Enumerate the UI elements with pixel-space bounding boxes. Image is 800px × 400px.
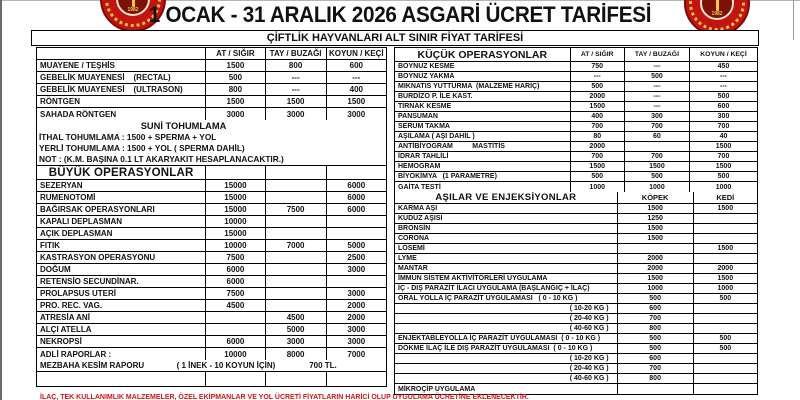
- price-cell: 1500: [715, 163, 732, 170]
- small-operations-table: [394, 47, 758, 395]
- price-cell: [618, 244, 694, 253]
- insemination-line: NOT : (K.M. BAŞINA 0.1 LT AKARYAKIT HESAPLANACAKTIR.): [39, 154, 284, 164]
- price-cell: 10000: [206, 348, 265, 360]
- column-header: KÖPEK: [618, 192, 694, 203]
- price-cell: 15000: [206, 192, 265, 203]
- column-header: KOYUN / KEÇİ: [328, 49, 384, 58]
- price-cell: 800: [618, 374, 694, 383]
- table-row: [37, 180, 386, 192]
- row-label: ( 10-20 KG ): [395, 304, 618, 313]
- empty-table-row: [37, 372, 386, 386]
- section-header: AŞILAR VE ENJEKSİYONLAR: [395, 192, 618, 203]
- price-cell: 500: [618, 344, 694, 353]
- empty-cell: [206, 166, 265, 179]
- table-row: [395, 254, 757, 264]
- price-cell: 500: [618, 294, 694, 303]
- row-label: MUAYENE / TEŞHİS: [37, 60, 206, 71]
- price-cell: 500: [625, 72, 690, 81]
- price-cell: 600: [717, 103, 730, 110]
- table-row: [395, 224, 757, 234]
- table-row: [37, 252, 386, 264]
- price-cell: 6000: [347, 181, 366, 190]
- price-cell: 1500: [206, 60, 265, 71]
- row-label: HEMOGRAM: [395, 162, 571, 171]
- price-cell: 300: [717, 113, 730, 120]
- price-cell: 7500: [206, 252, 265, 263]
- price-cell: 15000: [206, 204, 265, 215]
- row-label: ADLİ RAPORLAR :: [37, 348, 206, 360]
- row-label: MIKNATIS YUTTURMA (MALZEME HARİÇ): [395, 82, 571, 91]
- row-label: ( 40-60 KG ): [395, 324, 618, 333]
- price-cell: 400: [349, 85, 363, 94]
- row-label: BOYNUZ YAKMA: [395, 72, 571, 81]
- price-cell: [266, 216, 327, 227]
- right-table-header-row: [395, 48, 757, 62]
- row-label: PROLAPSUS UTERİ: [37, 288, 206, 299]
- price-cell: 7500: [206, 288, 265, 299]
- row-label: İÇ - DIŞ PARAZİT İLACI UYGULAMA (BAŞLANGIÇ + İLAÇ): [395, 284, 618, 293]
- price-cell: 2500: [347, 253, 366, 262]
- price-cell: [266, 228, 327, 239]
- price-cell: 1500: [618, 234, 694, 243]
- row-label: MANTAR: [395, 264, 618, 273]
- price-cell: [694, 374, 757, 383]
- price-cell: 80: [571, 132, 625, 141]
- price-cell: [206, 324, 265, 335]
- price-cell: 1000: [625, 182, 690, 192]
- insemination-line: İTHAL TOHUMLAMA : 1500 + SPERMA + YOL: [39, 132, 217, 142]
- price-cell: 1500: [206, 96, 265, 107]
- table-row: [395, 152, 757, 162]
- price-cell: 15000: [206, 180, 265, 191]
- badge-year: 1982: [711, 11, 723, 17]
- row-label: ENJEKTABLEYOLLA İÇ PARAZİT UYGULAMASI ( 0 - 10 KG ): [395, 334, 618, 343]
- table-row: [395, 182, 757, 192]
- price-cell: 2000: [571, 142, 625, 151]
- price-cell: 800: [206, 84, 265, 95]
- price-cell: 600: [618, 354, 694, 363]
- price-cell: 700: [571, 152, 625, 161]
- row-label: FITIK: [37, 240, 206, 251]
- price-cell: 6000: [206, 336, 265, 347]
- table-row: [37, 108, 386, 120]
- price-cell: [266, 300, 327, 311]
- row-label: KARMA AŞI: [395, 204, 618, 213]
- table-row: [395, 234, 757, 244]
- table-row: [395, 304, 757, 314]
- price-cell: [694, 384, 757, 394]
- price-cell: [327, 276, 386, 287]
- table-row: [395, 354, 757, 364]
- farm-animals-table: [36, 47, 387, 387]
- price-cell: 700: [625, 122, 690, 131]
- table-row: [395, 72, 757, 82]
- price-cell: [694, 354, 757, 363]
- table-row: [395, 364, 757, 374]
- table-row: [37, 336, 386, 348]
- price-cell: 500: [719, 295, 732, 302]
- price-cell: 2000: [347, 301, 366, 310]
- price-cell: 15000: [206, 228, 265, 239]
- price-cell: [206, 312, 265, 323]
- price-cell: [266, 192, 327, 203]
- price-cell: ---: [625, 82, 690, 91]
- price-cell: 1500: [625, 162, 690, 171]
- price-cell: [694, 314, 757, 323]
- price-cell: 7000: [347, 349, 366, 359]
- row-label: İDRAR TAHLİLİ: [395, 152, 571, 161]
- row-label: ( 20-40 KG ): [395, 364, 618, 373]
- row-label: MEZBAHA KESİM RAPORU: [40, 361, 145, 370]
- table-row: [395, 284, 757, 294]
- price-cell: 3000: [206, 108, 265, 120]
- row-label: İMMUN SİSTEM AKTİVİTÖRLERİ UYGULAMA: [395, 274, 618, 283]
- row-label: MİKROÇİP UYGULAMA: [395, 384, 618, 394]
- row-label: ATRESİA ANİ: [37, 312, 206, 323]
- table-row: [395, 132, 757, 142]
- table-row: [395, 334, 757, 344]
- badge-year: 1982: [127, 7, 139, 13]
- row-label: ALÇI ATELLA: [37, 324, 206, 335]
- row-label: KASTRASYON OPERASYONU: [37, 252, 206, 263]
- row-label: RÖNTGEN: [37, 96, 206, 107]
- price-cell: 750: [571, 62, 625, 71]
- row-label: AÇIK DEPLASMAN: [37, 228, 206, 239]
- price-cell: 700: [625, 152, 690, 161]
- row-label: ( 40-60 KG ): [395, 374, 618, 383]
- price-cell: 1000: [717, 285, 734, 292]
- row-label: BOYNUZ KESME: [395, 62, 571, 71]
- row-label: SEZERYAN: [37, 180, 206, 191]
- row-label: PANSUMAN: [395, 112, 571, 121]
- price-cell: 700: [618, 364, 694, 373]
- row-label: PRO. REC. VAG.: [37, 300, 206, 311]
- row-label: ( 20-40 KG ): [395, 314, 618, 323]
- table-row: [395, 172, 757, 182]
- price-cell: 700: [717, 153, 730, 160]
- price-cell: 1500: [571, 102, 625, 111]
- insemination-line: YERLİ TOHUMLAMA : 1500 + YOL ( SPERMA DAHİL): [39, 143, 245, 153]
- price-cell: 3000: [347, 109, 366, 119]
- price-cell: [694, 234, 757, 243]
- table-row: [395, 244, 757, 254]
- price-cell: 2000: [618, 264, 694, 273]
- price-cell: 3000: [347, 289, 366, 298]
- price-cell: [625, 142, 690, 151]
- table-row: [37, 84, 386, 96]
- price-cell: 600: [349, 61, 363, 70]
- price-cell: 3000: [347, 265, 366, 274]
- price-cell: [266, 276, 327, 287]
- table-row: [395, 102, 757, 112]
- price-cell: [327, 216, 386, 227]
- row-label: BAĞIRSAK OPERASYONLARI: [37, 204, 206, 215]
- column-header: TAY / BUZAĞI: [266, 48, 327, 59]
- price-cell: 1500: [618, 224, 694, 233]
- table-row: [395, 204, 757, 214]
- price-cell: 500: [719, 345, 732, 352]
- table-row: [395, 82, 757, 92]
- section-header: BÜYÜK OPERASYONLAR: [37, 166, 206, 179]
- price-cell: 1000: [715, 183, 732, 191]
- price-cell: ---: [625, 62, 690, 71]
- table-row: [395, 214, 757, 224]
- price-cell: 10000: [206, 216, 265, 227]
- table-row: [395, 112, 757, 122]
- table-row: [37, 228, 386, 240]
- table-row: [395, 374, 757, 384]
- price-cell: 3000: [347, 337, 366, 346]
- table-row: [37, 204, 386, 216]
- page-subtitle: ÇİFTLİK HAYVANLARI ALT SINIR FİYAT TARİFESİ: [31, 30, 759, 46]
- price-cell: 500: [625, 172, 690, 181]
- table-row: [37, 72, 386, 84]
- table-row: [395, 294, 757, 304]
- table-row: [37, 288, 386, 300]
- price-cell: 700: [618, 314, 694, 323]
- price-cell: 5000: [347, 241, 366, 250]
- price-cell: ---: [266, 72, 327, 83]
- artificial-insemination-block: [37, 120, 386, 166]
- price-cell: ---: [720, 73, 727, 80]
- insemination-title: SUNİ TOHUMLAMA: [140, 121, 227, 131]
- price-cell: ---: [266, 84, 327, 95]
- price-cell: 3000: [266, 336, 327, 347]
- price-cell: 1000: [571, 182, 625, 192]
- price-cell: 1250: [618, 214, 694, 223]
- table-row: [37, 216, 386, 228]
- column-header: KOYUN / KEÇİ: [700, 51, 747, 58]
- price-cell: 450: [717, 63, 730, 70]
- row-label: GEBELİK MUAYENESİ (RECTAL): [37, 72, 206, 83]
- column-header: TAY / BUZAĞI: [625, 48, 690, 61]
- price-cell: [618, 384, 694, 394]
- table-row: [37, 300, 386, 312]
- table-row: [37, 312, 386, 324]
- price-cell: 500: [571, 172, 625, 181]
- price-cell: 1500: [347, 97, 366, 106]
- column-header: AT / SIĞIR: [206, 48, 265, 59]
- left-table-header-row: [37, 48, 386, 60]
- table-row: [37, 192, 386, 204]
- row-label: ANTİBİYOGRAM MASTİTİS: [395, 142, 571, 151]
- section-header: KÜÇÜK OPERASYONLAR: [395, 48, 571, 61]
- scan-edge-right: [793, 0, 794, 40]
- price-cell: 500: [719, 335, 732, 342]
- price-cell: [694, 324, 757, 333]
- table-row: [395, 142, 757, 152]
- row-label: RETENSİO SECUNDİNAR.: [37, 276, 206, 287]
- price-cell: 4500: [266, 312, 327, 323]
- price-cell: 6000: [206, 264, 265, 275]
- price-cell: 800: [266, 60, 327, 71]
- price-cell: 1500: [715, 143, 732, 150]
- price-cell: 1500: [571, 162, 625, 171]
- price-cell: 700: [717, 123, 730, 130]
- price-cell: 2000: [347, 313, 366, 322]
- price-cell: [694, 214, 757, 223]
- empty-cell: [327, 166, 386, 179]
- price-cell: 700 TL.: [309, 361, 337, 370]
- price-cell: [266, 264, 327, 275]
- price-cell: 1500: [618, 204, 694, 213]
- row-label: KAPALI DEPLASMAN: [37, 216, 206, 227]
- price-cell: 400: [571, 112, 625, 121]
- price-cell: 5000: [266, 324, 327, 335]
- row-label: BİYOKİMYA (1 PARAMETRE): [395, 172, 571, 181]
- price-cell: 2000: [717, 265, 734, 272]
- price-cell: 10000: [206, 240, 265, 251]
- row-label: GEBELİK MUAYENESİ (ULTRASON): [37, 84, 206, 95]
- price-cell: 6000: [347, 205, 366, 214]
- table-row: [37, 348, 386, 360]
- price-cell: 1500: [618, 274, 694, 283]
- price-cell: [694, 364, 757, 373]
- price-cell: 6000: [206, 276, 265, 287]
- price-cell: 600: [618, 304, 694, 313]
- empty-cell: [266, 372, 327, 386]
- row-label: NEKROPSİ: [37, 336, 206, 347]
- column-header: [37, 48, 206, 59]
- row-label: SAHADA RÖNTGEN: [37, 108, 206, 120]
- price-cell: ---: [571, 72, 625, 81]
- table-row: [37, 264, 386, 276]
- row-label: KUDUZ AŞISI: [395, 214, 618, 223]
- price-cell: [266, 180, 327, 191]
- footer-note: İLAÇ, TEK KULLANIMLIK MALZEMELER, ÖZEL EKİPMANLAR VE YOL ÜCRETİ FİYATLARIN HARİCİ OLUP UYGULAMA ÜCRETİNE EKLENECEKTİR.: [40, 394, 529, 400]
- price-cell: 500: [717, 93, 730, 100]
- row-label: SERUM TAKMA: [395, 122, 571, 131]
- table-row: [395, 62, 757, 72]
- price-cell: 500: [206, 72, 265, 83]
- price-cell: 6000: [347, 193, 366, 202]
- column-header: AT / SIĞIR: [571, 48, 625, 61]
- row-label: DÖKME İLAÇ İLE DIŞ PARAZİT UYGULAMASI ( 0 - 10 KG ): [395, 344, 618, 353]
- price-cell: 8000: [266, 348, 327, 360]
- price-cell: 2000: [618, 254, 694, 263]
- row-label: TIRNAK KESME: [395, 102, 571, 111]
- table-row: [37, 60, 386, 72]
- row-label: BURDİZO P. İLE KAST.: [395, 92, 571, 101]
- price-cell: 500: [618, 334, 694, 343]
- price-cell: 4500: [206, 300, 265, 311]
- price-cell: ---: [625, 92, 690, 101]
- major-operations-header-row: [37, 166, 386, 180]
- table-row: [395, 344, 757, 354]
- empty-cell: [37, 372, 206, 386]
- table-row: [395, 162, 757, 172]
- price-cell: [694, 224, 757, 233]
- table-row: [37, 324, 386, 336]
- price-cell: ---: [720, 83, 727, 90]
- row-note: ( 1 İNEK - 10 KOYUN İÇİN): [176, 361, 276, 370]
- price-cell: 500: [571, 82, 625, 91]
- row-label: DOĞUM: [37, 264, 206, 275]
- row-label: ORAL YOLLA İÇ PARAZİT UYGULAMASI ( 0 - 10 KG ): [395, 294, 618, 303]
- price-cell: 500: [717, 173, 730, 180]
- price-cell: ---: [625, 102, 690, 111]
- price-cell: 60: [625, 132, 690, 141]
- price-cell: [266, 252, 327, 263]
- table-row: [395, 274, 757, 284]
- table-row: [395, 384, 757, 394]
- price-cell: 1500: [717, 245, 734, 252]
- price-cell: [694, 254, 757, 263]
- price-cell: [327, 228, 386, 239]
- table-row: [395, 264, 757, 274]
- row-label: ( 10-20 KG ): [395, 354, 618, 363]
- price-cell: 7000: [266, 240, 327, 251]
- price-cell: 2000: [571, 92, 625, 101]
- table-row: [395, 314, 757, 324]
- price-cell: ---: [352, 73, 361, 82]
- slaughter-report-row: [37, 360, 386, 372]
- vaccines-header-row: [395, 192, 757, 204]
- table-row: [37, 96, 386, 108]
- table-row: [37, 276, 386, 288]
- table-row: [395, 122, 757, 132]
- row-label: AŞILAMA ( AŞI DAHİL ): [395, 132, 571, 141]
- price-cell: 1000: [618, 284, 694, 293]
- row-label: LÖSEMİ: [395, 244, 618, 253]
- table-row: [37, 240, 386, 252]
- empty-cell: [266, 166, 327, 179]
- row-label: RUMENOTOMİ: [37, 192, 206, 203]
- table-row: [395, 92, 757, 102]
- price-cell: 3000: [347, 325, 366, 334]
- page-title: 1 OCAK - 31 ARALIK 2026 ASGARİ ÜCRET TARİFESİ: [148, 2, 652, 27]
- row-label: GAİTA TESTİ: [395, 182, 571, 192]
- price-cell: 40: [719, 133, 728, 140]
- row-label: LYME: [395, 254, 618, 263]
- price-cell: 7500: [266, 204, 327, 215]
- price-cell: 300: [625, 112, 690, 121]
- price-cell: 800: [618, 324, 694, 333]
- empty-cell: [327, 372, 386, 386]
- empty-cell: [206, 372, 265, 386]
- row-label: BRONSİN: [395, 224, 618, 233]
- price-cell: [266, 288, 327, 299]
- row-label: CORONA: [395, 234, 618, 243]
- price-cell: 1500: [266, 96, 327, 107]
- price-cell: 3000: [266, 108, 327, 120]
- price-cell: 1500: [717, 275, 734, 282]
- table-row: [395, 324, 757, 334]
- price-cell: [694, 304, 757, 313]
- price-cell: 1500: [717, 205, 734, 212]
- column-header: KEDİ: [716, 193, 735, 202]
- price-cell: 700: [571, 122, 625, 131]
- scan-edge-left: [0, 0, 2, 400]
